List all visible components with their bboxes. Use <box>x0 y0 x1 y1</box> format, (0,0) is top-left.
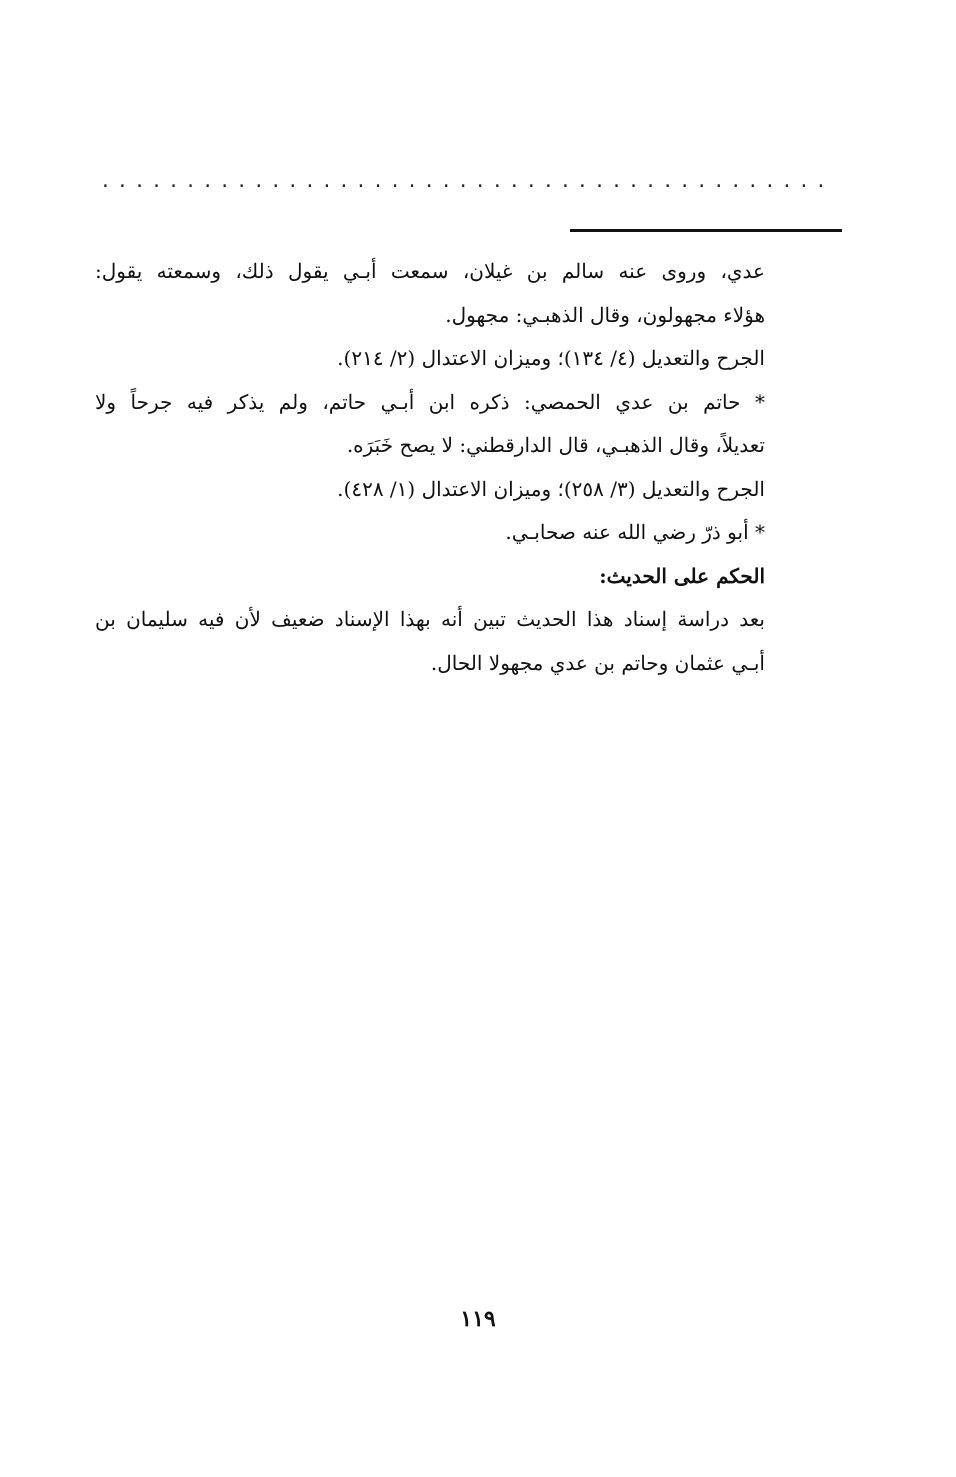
text-line: * أبو ذرّ رضي الله عنه صحابـي. <box>505 520 765 544</box>
footnote-dotted-separator: ........................................... <box>100 172 833 192</box>
citation-line: الجرح والتعديل (٤/ ١٣٤)؛ وميزان الاعتدال (٢/ ٢١٤). <box>337 346 765 370</box>
citation-line: الجرح والتعديل (٣/ ٢٥٨)؛ وميزان الاعتدال (١/ ٤٢٨). <box>337 476 765 501</box>
section-heading: الحكم على الحديث: <box>599 563 765 588</box>
text-line: أبـي عثمان وحاتم بن عدي مجهولا الحال. <box>430 650 765 675</box>
text-line: * حاتم بن عدي الحمصي: ذكره ابن أبـي حاتم، ولم يذكر فيه جرحاً ولا <box>95 389 765 414</box>
footnote-rule <box>570 229 842 232</box>
body-text <box>95 250 765 685</box>
text-line: بعد دراسة إسناد هذا الحديث تبين أنه بهذا الإسناد ضعيف لأن فيه سليمان بن <box>95 607 765 631</box>
page-number: ١١٩ <box>460 1306 496 1332</box>
text-line: تعديلاً، وقال الذهبـي، قال الدارقطني: لا يصح خَبَرَه. <box>346 433 765 457</box>
text-line: هؤلاء مجهولون، وقال الذهبـي: مجهول. <box>445 302 765 327</box>
text-line: عدي، وروى عنه سالم بن غيلان، سمعت أبـي يقول ذلك، وسمعته يقول: <box>95 259 765 283</box>
